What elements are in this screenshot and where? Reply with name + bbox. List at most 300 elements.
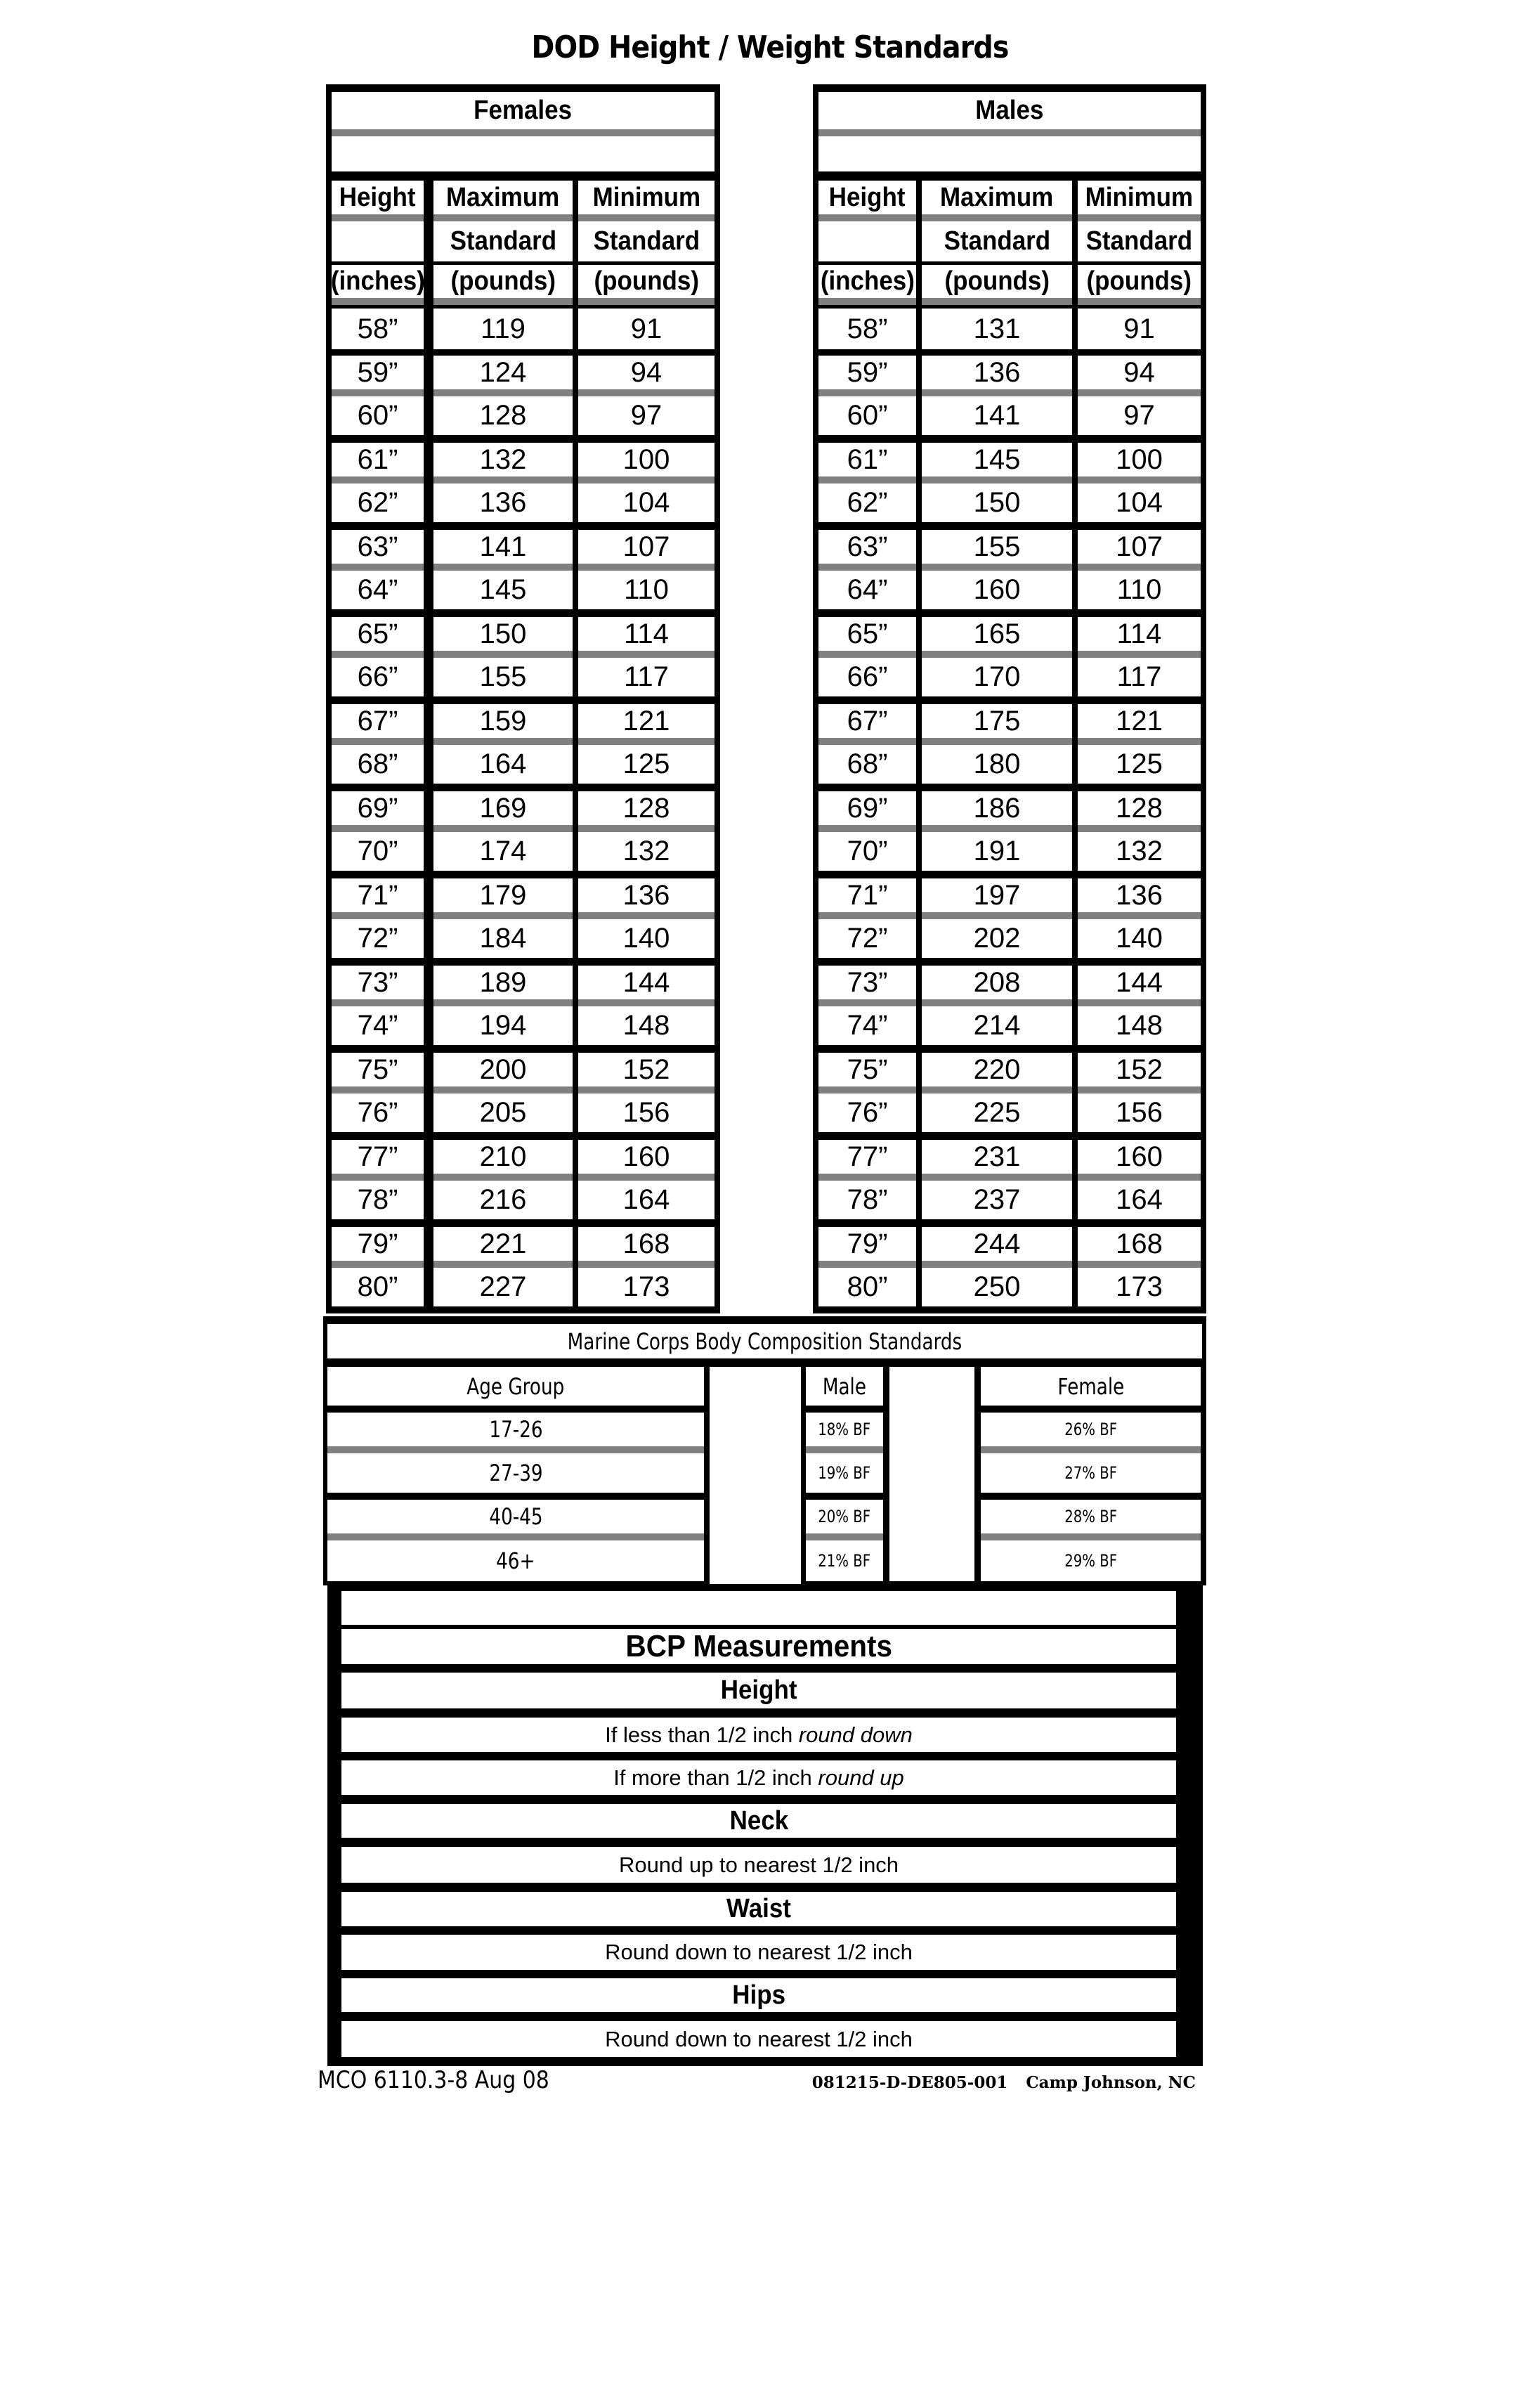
males-row-max-cell xyxy=(922,832,1072,871)
males-max-value: 141 xyxy=(973,400,1021,431)
males-max-value: 191 xyxy=(973,836,1021,867)
females-min-value: 148 xyxy=(622,1010,670,1041)
females-header-text: Minimum xyxy=(592,182,700,212)
males-max-value: 145 xyxy=(973,443,1021,475)
body-composition-title: Marine Corps Body Composition Standards xyxy=(327,1324,1202,1358)
males-row-min-cell xyxy=(1078,571,1201,609)
females-height-value: 80” xyxy=(357,1271,398,1302)
males-min-value: 132 xyxy=(1116,836,1163,867)
females-min-value: 136 xyxy=(622,879,670,911)
females-max-value: 159 xyxy=(479,705,527,736)
females-min-value: 114 xyxy=(624,618,669,649)
age-group-value: 27-39 xyxy=(488,1460,543,1486)
males-row-min-cell xyxy=(1078,443,1201,484)
females-max-value: 169 xyxy=(479,792,527,824)
females-row-height-cell xyxy=(332,309,424,349)
females-row-max-cell xyxy=(433,1006,573,1045)
males-header-min-1 xyxy=(1078,221,1201,261)
males-min-value: 168 xyxy=(1116,1228,1163,1259)
males-row-height-cell xyxy=(818,1268,916,1306)
males-row-height-cell xyxy=(818,832,916,871)
males-height-value: 62” xyxy=(847,487,888,518)
males-header-text: (inches) xyxy=(820,266,915,296)
females-max-value: 184 xyxy=(479,923,527,954)
males-height-value: 66” xyxy=(847,661,888,692)
females-row-height-cell xyxy=(332,1227,424,1268)
females-row-height-cell xyxy=(332,966,424,1006)
females-header-text: Maximum xyxy=(446,182,560,212)
males-min-value: 100 xyxy=(1116,443,1163,475)
females-row-height-cell xyxy=(332,704,424,745)
bcp-waist-label xyxy=(341,1892,1176,1926)
females-row-height-cell xyxy=(332,1094,424,1132)
females-max-value: 128 xyxy=(479,400,527,431)
males-row-height-cell xyxy=(818,791,916,832)
females-row-max-cell xyxy=(433,878,573,919)
age-group-header: Age Group xyxy=(327,1367,704,1406)
footer-order: MCO 6110.3-8 Aug 08 xyxy=(318,2066,549,2094)
females-row-height-cell xyxy=(332,356,424,396)
females-row-min-cell xyxy=(578,443,714,484)
females-height-value: 78” xyxy=(357,1184,398,1215)
bcp-neck-label-text: Neck xyxy=(729,1805,788,1836)
female-bf-value: 26% BF xyxy=(1064,1420,1117,1439)
females-row-height-cell xyxy=(332,832,424,871)
males-max-value: 160 xyxy=(973,574,1021,605)
females-row-max-cell xyxy=(433,1053,573,1094)
males-row-max-cell xyxy=(922,919,1072,958)
male-bf-value: 18% BF xyxy=(818,1420,871,1439)
females-max-value: 210 xyxy=(479,1141,527,1172)
males-height-value: 60” xyxy=(847,400,888,431)
male-bf-cell xyxy=(806,1413,883,1453)
bcp-height-rule-1-plain: If less than 1/2 inch xyxy=(605,1722,799,1747)
females-row-min-cell xyxy=(578,832,714,871)
males-row-height-cell xyxy=(818,658,916,696)
females-row-min-cell xyxy=(578,791,714,832)
bcp-height-rule-1 xyxy=(341,1718,1176,1752)
females-row-max-cell xyxy=(433,1227,573,1268)
male-bf-value: 19% BF xyxy=(818,1463,871,1483)
females-max-value: 216 xyxy=(479,1184,527,1215)
females-row-height-cell xyxy=(332,919,424,958)
females-header-height-1 xyxy=(332,221,424,261)
females-header-max-1 xyxy=(433,221,573,261)
females-max-value: 200 xyxy=(479,1053,527,1085)
females-height-value: 76” xyxy=(357,1097,398,1128)
males-height-value: 75” xyxy=(847,1053,888,1085)
males-header-text: Minimum xyxy=(1085,182,1194,212)
females-min-value: 152 xyxy=(622,1053,670,1085)
males-row-min-cell xyxy=(1078,878,1201,919)
females-min-value: 156 xyxy=(622,1097,670,1128)
females-row-max-cell xyxy=(433,966,573,1006)
males-row-height-cell xyxy=(818,1140,916,1181)
bcp-hips-rule-text: Round down to nearest 1/2 inch xyxy=(605,2026,913,2051)
males-row-height-cell xyxy=(818,484,916,522)
females-header-min-0 xyxy=(578,181,714,221)
males-max-value: 220 xyxy=(973,1053,1021,1085)
males-row-height-cell xyxy=(818,745,916,784)
females-height-value: 67” xyxy=(357,705,398,736)
males-header-text: Standard xyxy=(944,226,1050,256)
males-row-height-cell xyxy=(818,309,916,349)
footer-credit xyxy=(812,2073,1196,2092)
males-max-value: 170 xyxy=(973,661,1021,692)
males-row-max-cell xyxy=(922,1268,1072,1306)
females-min-value: 91 xyxy=(630,313,663,344)
males-min-value: 152 xyxy=(1116,1053,1163,1085)
males-height-value: 73” xyxy=(847,966,888,998)
males-min-value: 104 xyxy=(1116,487,1163,518)
females-header-max-0 xyxy=(433,181,573,221)
male-bf-cell xyxy=(806,1453,883,1493)
males-height-value: 71” xyxy=(847,879,888,911)
males-header-text: (pounds) xyxy=(944,266,1050,296)
females-height-value: 61” xyxy=(357,443,398,475)
females-row-height-cell xyxy=(332,878,424,919)
age-group-value: 40-45 xyxy=(488,1503,543,1530)
males-max-value: 175 xyxy=(973,705,1021,736)
males-height-value: 59” xyxy=(847,356,888,388)
females-height-value: 65” xyxy=(357,618,398,649)
females-max-value: 174 xyxy=(479,836,527,867)
female-bf-header: Female xyxy=(981,1367,1201,1406)
females-row-max-cell xyxy=(433,1268,573,1306)
age-group-value: 17-26 xyxy=(488,1416,543,1443)
females-row-height-cell xyxy=(332,484,424,522)
females-row-height-cell xyxy=(332,617,424,658)
females-min-value: 107 xyxy=(622,531,670,562)
bcp-title xyxy=(341,1629,1176,1664)
bcp-height-label xyxy=(341,1673,1176,1708)
males-header xyxy=(818,92,1201,136)
males-row-height-cell xyxy=(818,356,916,396)
males-row-max-cell xyxy=(922,617,1072,658)
males-label: Males xyxy=(975,96,1044,125)
females-height-value: 60” xyxy=(357,400,398,431)
females-row-max-cell xyxy=(433,658,573,696)
females-min-value: 173 xyxy=(622,1271,670,1302)
bcp-waist-rule-text: Round down to nearest 1/2 inch xyxy=(605,1940,913,1964)
males-row-min-cell xyxy=(1078,309,1201,349)
males-row-height-cell xyxy=(818,617,916,658)
females-row-height-cell xyxy=(332,1268,424,1306)
age-gap xyxy=(710,1367,801,1585)
bcp-hips-rule xyxy=(341,2021,1176,2057)
males-row-min-cell xyxy=(1078,1227,1201,1268)
bcp-height-rule-2 xyxy=(341,1760,1176,1795)
females-min-value: 132 xyxy=(622,836,670,867)
males-max-value: 244 xyxy=(973,1228,1021,1259)
females-max-value: 205 xyxy=(479,1097,527,1128)
males-min-value: 128 xyxy=(1116,792,1163,824)
females-label: Females xyxy=(474,96,573,125)
females-row-max-cell xyxy=(433,1181,573,1219)
females-row-min-cell xyxy=(578,617,714,658)
males-min-value: 117 xyxy=(1116,661,1162,692)
females-max-value: 145 xyxy=(479,574,527,605)
males-row-min-cell xyxy=(1078,832,1201,871)
bcp-height-rule-1-text xyxy=(605,1722,913,1748)
females-header-text: (pounds) xyxy=(450,266,556,296)
bcp-height-rule-2-text xyxy=(613,1765,904,1791)
males-max-value: 186 xyxy=(973,792,1021,824)
males-header-text: Standard xyxy=(1085,226,1193,256)
males-header-min-2 xyxy=(1078,265,1201,305)
females-max-value: 141 xyxy=(479,531,527,562)
bcp-hips-label-text: Hips xyxy=(732,1980,785,2010)
males-min-value: 160 xyxy=(1116,1141,1163,1172)
males-height-value: 77” xyxy=(847,1141,888,1172)
males-height-value: 63” xyxy=(847,531,888,562)
males-header-max-1 xyxy=(922,221,1072,261)
males-height-value: 74” xyxy=(847,1010,888,1041)
bcp-hips-label xyxy=(341,1978,1176,2012)
males-max-value: 150 xyxy=(973,487,1021,518)
age-group-value: 46+ xyxy=(496,1547,535,1574)
females-row-height-cell xyxy=(332,443,424,484)
bcp-waist-rule xyxy=(341,1935,1176,1970)
male-bf-header: Male xyxy=(806,1367,883,1406)
bcp-height-rule-2-emphasis: round up xyxy=(818,1765,904,1790)
female-bf-value: 28% BF xyxy=(1064,1507,1117,1526)
footer-image-id: 081215-D-DE805-001 xyxy=(811,2073,1008,2092)
females-row-max-cell xyxy=(433,484,573,522)
males-row-max-cell xyxy=(922,704,1072,745)
females-min-value: 160 xyxy=(622,1141,670,1172)
female-bf-cell xyxy=(981,1540,1201,1581)
age-group-cell xyxy=(327,1453,704,1493)
footer-location: Camp Johnson, NC xyxy=(1026,2073,1196,2092)
females-row-min-cell xyxy=(578,745,714,784)
females-row-max-cell xyxy=(433,356,573,396)
males-row-min-cell xyxy=(1078,791,1201,832)
males-height-value: 78” xyxy=(847,1184,888,1215)
females-height-value: 58” xyxy=(357,313,398,344)
females-max-value: 155 xyxy=(479,661,527,692)
males-row-min-cell xyxy=(1078,617,1201,658)
males-min-value: 148 xyxy=(1116,1010,1163,1041)
females-row-max-cell xyxy=(433,832,573,871)
males-height-value: 79” xyxy=(847,1228,888,1259)
females-min-value: 94 xyxy=(630,356,663,388)
females-height-value: 59” xyxy=(357,356,398,388)
female-bf-cell xyxy=(981,1453,1201,1493)
females-row-min-cell xyxy=(578,878,714,919)
males-min-value: 125 xyxy=(1116,748,1163,779)
females-row-height-cell xyxy=(332,1140,424,1181)
males-row-min-cell xyxy=(1078,530,1201,571)
females-header-min-1 xyxy=(578,221,714,261)
males-row-max-cell xyxy=(922,1140,1072,1181)
age-group-cell xyxy=(327,1500,704,1540)
females-height-value: 71” xyxy=(357,879,398,911)
males-max-value: 202 xyxy=(973,923,1021,954)
males-row-height-cell xyxy=(818,1094,916,1132)
females-height-value: 75” xyxy=(357,1053,398,1085)
males-row-height-cell xyxy=(818,1053,916,1094)
males-height-value: 61” xyxy=(847,443,888,475)
females-header-text: (inches) xyxy=(330,266,425,296)
males-max-value: 180 xyxy=(973,748,1021,779)
female-bf-value: 29% BF xyxy=(1064,1551,1117,1571)
males-row-height-cell xyxy=(818,966,916,1006)
males-max-value: 214 xyxy=(973,1010,1021,1041)
males-row-min-cell xyxy=(1078,658,1201,696)
males-height-value: 58” xyxy=(847,313,888,344)
females-row-min-cell xyxy=(578,1140,714,1181)
females-row-max-cell xyxy=(433,530,573,571)
bf-middle-blank xyxy=(889,1367,974,1581)
females-max-value: 221 xyxy=(479,1228,527,1259)
females-row-min-cell xyxy=(578,1094,714,1132)
males-row-min-cell xyxy=(1078,745,1201,784)
bcp-neck-rule-text: Round up to nearest 1/2 inch xyxy=(618,1852,899,1877)
males-header-text: Maximum xyxy=(940,182,1054,212)
males-min-value: 144 xyxy=(1116,966,1163,998)
females-row-max-cell xyxy=(433,309,573,349)
females-max-value: 132 xyxy=(479,443,527,475)
females-height-value: 74” xyxy=(357,1010,398,1041)
males-row-max-cell xyxy=(922,745,1072,784)
male-bf-value: 21% BF xyxy=(818,1551,871,1571)
females-row-height-cell xyxy=(332,1181,424,1219)
males-row-min-cell xyxy=(1078,704,1201,745)
males-row-max-cell xyxy=(922,571,1072,609)
females-row-min-cell xyxy=(578,1053,714,1094)
males-min-value: 91 xyxy=(1123,313,1155,344)
males-row-max-cell xyxy=(922,484,1072,522)
females-row-max-cell xyxy=(433,745,573,784)
males-row-min-cell xyxy=(1078,966,1201,1006)
females-row-height-cell xyxy=(332,791,424,832)
males-row-max-cell xyxy=(922,1181,1072,1219)
female-bf-cell xyxy=(981,1500,1201,1540)
females-header-text: Height xyxy=(339,182,416,212)
females-row-min-cell xyxy=(578,1006,714,1045)
males-row-height-cell xyxy=(818,571,916,609)
females-max-value: 194 xyxy=(479,1010,527,1041)
males-height-value: 80” xyxy=(847,1271,888,1302)
bcp-neck-rule xyxy=(341,1847,1176,1883)
female-bf-cell xyxy=(981,1413,1201,1453)
males-row-max-cell xyxy=(922,1006,1072,1045)
females-height-value: 79” xyxy=(357,1228,398,1259)
males-row-min-cell xyxy=(1078,1268,1201,1306)
males-row-max-cell xyxy=(922,309,1072,349)
males-max-value: 208 xyxy=(973,966,1021,998)
females-header xyxy=(332,92,714,136)
females-header-text: (pounds) xyxy=(594,266,699,296)
females-row-height-cell xyxy=(332,396,424,435)
females-row-min-cell xyxy=(578,1181,714,1219)
males-row-max-cell xyxy=(922,966,1072,1006)
males-row-min-cell xyxy=(1078,396,1201,435)
females-max-value: 136 xyxy=(479,487,527,518)
females-min-value: 125 xyxy=(622,748,670,779)
females-row-max-cell xyxy=(433,919,573,958)
females-row-min-cell xyxy=(578,966,714,1006)
females-row-min-cell xyxy=(578,530,714,571)
males-row-max-cell xyxy=(922,356,1072,396)
females-row-min-cell xyxy=(578,1268,714,1306)
males-min-value: 110 xyxy=(1116,574,1162,605)
females-height-value: 64” xyxy=(357,574,398,605)
males-height-value: 68” xyxy=(847,748,888,779)
male-bf-cell xyxy=(806,1500,883,1540)
females-row-min-cell xyxy=(578,919,714,958)
males-row-min-cell xyxy=(1078,1094,1201,1132)
males-min-value: 173 xyxy=(1116,1271,1163,1302)
females-min-value: 128 xyxy=(622,792,670,824)
females-min-value: 164 xyxy=(622,1184,670,1215)
females-min-value: 121 xyxy=(622,705,670,736)
females-max-value: 119 xyxy=(481,313,526,344)
males-height-value: 69” xyxy=(847,792,888,824)
males-row-max-cell xyxy=(922,791,1072,832)
females-min-value: 104 xyxy=(622,487,670,518)
males-height-value: 65” xyxy=(847,618,888,649)
males-max-value: 131 xyxy=(973,313,1021,344)
males-min-value: 94 xyxy=(1123,356,1155,388)
males-max-value: 136 xyxy=(973,356,1021,388)
age-group-cell xyxy=(327,1413,704,1453)
males-min-value: 121 xyxy=(1116,705,1163,736)
females-row-min-cell xyxy=(578,309,714,349)
males-row-min-cell xyxy=(1078,1053,1201,1094)
females-row-max-cell xyxy=(433,704,573,745)
females-height-value: 68” xyxy=(357,748,398,779)
males-max-value: 155 xyxy=(973,531,1021,562)
females-row-min-cell xyxy=(578,356,714,396)
males-min-value: 136 xyxy=(1116,879,1163,911)
females-height-value: 70” xyxy=(357,836,398,867)
males-row-height-cell xyxy=(818,1006,916,1045)
females-header-height-0 xyxy=(332,181,424,221)
females-row-height-cell xyxy=(332,658,424,696)
females-height-value: 62” xyxy=(357,487,398,518)
females-row-height-cell xyxy=(332,1053,424,1094)
males-row-height-cell xyxy=(818,396,916,435)
males-height-value: 72” xyxy=(847,923,888,954)
females-min-value: 97 xyxy=(630,400,663,431)
males-max-value: 225 xyxy=(973,1097,1021,1128)
females-row-min-cell xyxy=(578,396,714,435)
males-header-max-2 xyxy=(922,265,1072,305)
males-row-min-cell xyxy=(1078,356,1201,396)
females-row-max-cell xyxy=(433,1094,573,1132)
males-row-max-cell xyxy=(922,396,1072,435)
males-max-value: 231 xyxy=(973,1141,1021,1172)
females-height-value: 77” xyxy=(357,1141,398,1172)
females-row-max-cell xyxy=(433,571,573,609)
males-row-max-cell xyxy=(922,1053,1072,1094)
males-row-max-cell xyxy=(922,1094,1072,1132)
males-max-value: 237 xyxy=(973,1184,1021,1215)
males-max-value: 250 xyxy=(973,1271,1021,1302)
females-min-value: 110 xyxy=(624,574,669,605)
females-blank-row xyxy=(332,136,714,171)
males-header-height-2 xyxy=(818,265,916,305)
females-header-text: Standard xyxy=(593,226,700,256)
males-row-height-cell xyxy=(818,530,916,571)
males-min-value: 164 xyxy=(1116,1184,1163,1215)
females-height-value: 66” xyxy=(357,661,398,692)
males-row-max-cell xyxy=(922,443,1072,484)
male-bf-value: 20% BF xyxy=(818,1507,871,1526)
female-bf-value: 27% BF xyxy=(1064,1463,1117,1483)
